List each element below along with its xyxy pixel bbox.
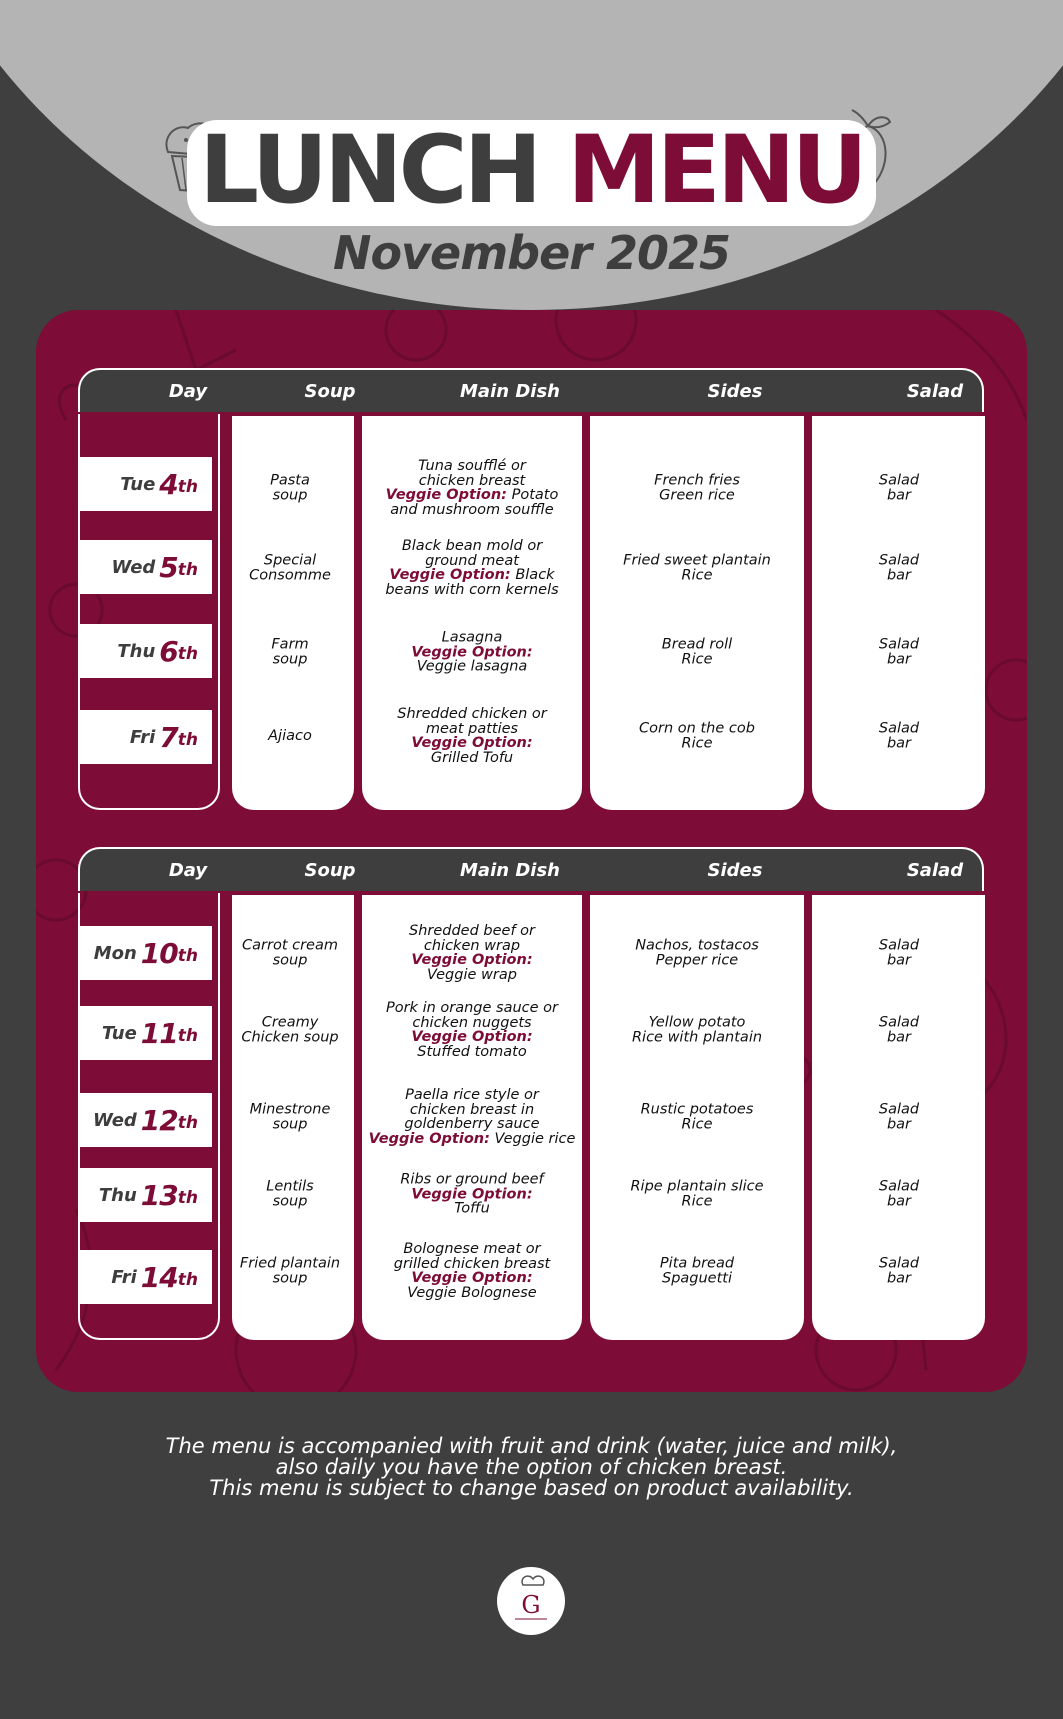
sides-cell-line: Spaguetti [661,1270,733,1286]
sides-cell [660,1257,734,1286]
title [0,116,1063,226]
main-dish-cell [385,539,558,597]
salad-cell-line: bar [886,1029,912,1045]
day-number: 14 [140,1260,178,1294]
salad-cell [879,554,919,583]
day-label [80,926,212,980]
main-dish-line [385,568,558,583]
main-dish-text: chicken breast in [409,1101,535,1118]
main-dish-line [411,630,532,645]
main-dish-line [394,1242,550,1257]
day-name: Thu [98,1184,137,1206]
main-dish-line [369,1088,576,1103]
main-dish-line [409,968,535,983]
main-dish-line [369,1117,576,1132]
sides-cell-line: Fried sweet plantain [623,552,771,569]
day-label [80,1093,212,1147]
main-dish-line [400,1172,543,1187]
salad-cell-line: Salad [878,552,920,569]
column-header: Day [168,381,208,402]
day-suffix: th [177,1188,198,1208]
column-header: Soup [304,381,356,402]
day-label [80,1168,212,1222]
main-dish-text: Veggie wrap [427,966,517,983]
sides-cell-line: Rice [681,1116,713,1132]
sides-cell-line: Rice [681,1193,713,1209]
salad-cell-line: Salad [878,1014,920,1031]
day-number: 10 [140,936,178,970]
main-dish-text: Black [510,567,555,583]
sides-cell-line: Corn on the cob [639,720,755,737]
day-name: Wed [93,1109,137,1131]
soup-cell-line: soup [272,1193,308,1209]
main-dish-line [409,953,535,968]
footer-line: also daily you have the option of chicken breast. [275,1455,788,1479]
day-number: 7 [159,720,178,754]
sides-cell-line: Bread roll [661,636,733,653]
main-dish-text: grilled chicken breast [393,1255,551,1272]
day-number: 12 [140,1103,178,1137]
sides-cell-line: Rice [681,567,713,583]
main-dish-line [385,539,558,554]
sides-cell-line: Rice [681,735,713,751]
main-dish-text: goldenberry sauce [404,1116,540,1132]
main-dish-line [386,1030,558,1045]
main-dish-cell [400,1172,543,1216]
main-dish-line [386,1016,558,1031]
day-label [80,1250,212,1304]
soup-cell [240,1257,340,1286]
soup-cell [241,1016,338,1045]
logo-letter: G [521,1591,541,1619]
sides-cell-line: Ripe plantain slice [630,1178,764,1195]
salad-cell-line: bar [886,735,912,751]
veggie-option-label: Veggie Option: [411,952,533,968]
salad-cell [879,638,919,667]
main-dish-text: chicken nuggets [412,1014,532,1031]
salad-cell-line: bar [886,1270,912,1286]
salad-cell-line: bar [886,1193,912,1209]
main-dish-text: Toffu [454,1200,490,1217]
salad-cell-line: bar [886,567,912,583]
main-dish-text: beans with corn kernels [385,581,559,598]
sides-cell [635,939,759,968]
sides-cell [639,722,755,751]
day-name: Fri [129,726,156,748]
soup-cell-line: Ajiaco [268,727,312,744]
main-dish-text: Veggie lasagna [416,658,528,675]
main-dish-text: ground meat [425,552,519,569]
soup-cell-line: soup [272,651,308,667]
soup-cell-line: Consomme [249,567,331,583]
soup-cell-line: Creamy [261,1014,319,1031]
sides-cell [623,554,771,583]
sides-cell-line: Rice [681,651,713,667]
soup-cell-line: Fried plantain [239,1255,341,1272]
main-dish-text: Potato [506,487,559,503]
soup-cell [271,638,308,667]
veggie-option-label: Veggie Option: [389,567,511,583]
main-dish-line [411,645,532,660]
main-dish-text: Veggie rice [489,1130,576,1147]
veggie-option-label: Veggie Option: [411,1270,533,1286]
day-label [80,710,212,764]
table-header [78,847,984,891]
salad-cell-line: Salad [878,937,920,954]
day-name: Fri [111,1266,137,1288]
salad-cell [879,1257,919,1286]
day-suffix: th [177,1026,198,1046]
column-header: Main Dish [460,860,560,881]
subtitle: November 2025 [332,226,731,280]
salad-cell-line: Salad [878,1255,920,1272]
main-dish-line [411,659,532,674]
sides-cell [654,474,740,503]
soup-cell-line: Minestrone [249,1101,331,1118]
sides-cell-line: Nachos, tostacos [635,937,759,954]
salad-cell [879,722,919,751]
main-dish-text: chicken breast [418,472,526,489]
main-dish-text: Stuffed tomato [417,1043,527,1060]
column-header: Day [168,860,208,881]
main-dish-line [397,707,547,722]
footer-line: This menu is subject to change based on product availability. [209,1476,854,1500]
day-label [80,540,212,594]
table-header [78,368,984,412]
sides-cell [662,638,732,667]
sides-cell-line: Pita bread [659,1255,735,1272]
day-suffix: th [177,946,198,966]
soup-cell-line: soup [272,952,308,968]
main-dish-text: chicken wrap [423,937,521,954]
main-dish-line [386,503,559,518]
salad-cell-line: Salad [878,1101,920,1118]
salad-cell-line: bar [886,651,912,667]
day-suffix: th [177,644,198,664]
day-suffix: th [177,1113,198,1133]
column-header: Main Dish [460,381,560,402]
main-dish-text: Ribs or ground beef [400,1171,544,1188]
main-dish-line [385,583,558,598]
main-dish-line [397,722,547,737]
soup-cell [268,729,312,744]
main-dish-cell [386,1001,558,1059]
main-dish-line [369,1132,576,1147]
day-suffix: th [177,730,198,750]
sides-cell-line: Green rice [659,487,735,503]
main-dish-line [409,939,535,954]
main-dish-line [394,1257,550,1272]
main-dish-line [386,488,559,503]
main-dish-cell [369,1088,576,1146]
main-dish-line [400,1187,543,1202]
footer-line: The menu is accompanied with fruit and drink (water, juice and milk), [165,1434,898,1458]
day-number: 6 [159,634,178,668]
main-dish-line [386,474,559,489]
main-dish-cell [394,1242,550,1300]
sides-cell-line: Pepper rice [655,952,739,968]
salad-cell [879,1103,919,1132]
day-number: 5 [159,550,178,584]
soup-cell-line: soup [272,1116,308,1132]
veggie-option-label: Veggie Option: [411,643,533,660]
day-label [80,457,212,511]
column-header: Salad [906,860,964,881]
column-header: Soup [304,860,356,881]
main-dish-cell [397,707,547,765]
sides-cell-line: Rustic potatoes [640,1101,754,1118]
day-number: 13 [140,1178,178,1212]
soup-cell-line: Lentils [266,1178,314,1195]
day-suffix: th [177,477,198,497]
main-dish-text: Shredded chicken or [397,706,547,722]
day-label [80,624,212,678]
main-dish-text: Lasagna [441,629,503,646]
main-dish-cell [411,630,532,674]
sides-cell-line: French fries [654,472,740,489]
main-dish-text: Tuna soufflé or [418,458,526,474]
veggie-option-label: Veggie Option: [385,487,507,503]
main-dish-line [386,1045,558,1060]
main-dish-text: Shredded beef or [408,923,536,939]
chef-hat-icon [497,1567,565,1635]
soup-cell [266,1180,314,1209]
veggie-option-label: Veggie Option: [411,1185,533,1202]
soup-cell-line: Special [263,552,317,569]
salad-cell-line: Salad [878,636,920,653]
day-label [80,1006,212,1060]
main-dish-line [385,554,558,569]
salad-cell-line: bar [886,487,912,503]
salad-cell [879,474,919,503]
sides-cell [632,1016,762,1045]
main-dish-text: Veggie Bolognese [407,1284,537,1301]
main-dish-line [369,1103,576,1118]
main-dish-text: Grilled Tofu [430,749,514,766]
soup-cell [242,939,338,968]
soup-cell [270,474,310,503]
column-header: Sides [707,381,763,402]
day-name: Tue [101,1022,137,1044]
salad-cell [879,939,919,968]
sides-cell-line: Yellow potato [648,1014,746,1031]
salad-cell-line: bar [886,1116,912,1132]
soup-cell-line: Chicken soup [241,1029,339,1045]
main-dish-text: and mushroom souffle [390,501,554,518]
title-word-lunch: LUNCH [199,116,539,225]
sides-cell [641,1103,754,1132]
main-dish-text: Bolognese meat or [403,1241,541,1257]
column-header: Salad [906,381,964,402]
main-dish-line [386,1001,558,1016]
sides-cell-line: Rice with plantain [631,1029,763,1045]
main-dish-text: Black bean mold or [401,538,543,554]
main-dish-line [400,1201,543,1216]
day-suffix: th [177,560,198,580]
main-dish-line [394,1271,550,1286]
salad-cell-line: Salad [878,720,920,737]
day-name: Mon [93,942,137,964]
main-dish-line [397,751,547,766]
soup-cell [249,554,331,583]
footer-note [0,1436,1063,1499]
main-dish-cell [409,924,535,982]
main-dish-line [386,459,559,474]
day-name: Thu [117,640,156,662]
soup-cell-line: Farm [271,636,309,653]
soup-cell-line: soup [272,1270,308,1286]
soup-cell-line: Carrot cream [242,937,338,954]
salad-cell-line: Salad [878,1178,920,1195]
salad-cell [879,1180,919,1209]
soup-cell-line: Pasta [270,472,310,489]
title-word-menu: MENU [567,116,864,225]
veggie-option-label: Veggie Option: [411,1029,533,1045]
brand-logo [497,1567,565,1635]
main-dish-line [394,1286,550,1301]
salad-cell-line: bar [886,952,912,968]
veggie-option-label: Veggie Option: [368,1130,490,1147]
main-dish-text: Pork in orange sauce or [385,1000,559,1016]
main-dish-text: Paella rice style or [405,1087,539,1103]
salad-cell-line: Salad [878,472,920,489]
veggie-option-label: Veggie Option: [411,735,533,751]
salad-cell [879,1016,919,1045]
column-header: Sides [707,860,763,881]
main-dish-line [409,924,535,939]
soup-cell [250,1103,331,1132]
day-name: Wed [111,556,156,578]
main-dish-cell [386,459,559,517]
day-number: 4 [159,467,178,501]
sides-cell [630,1180,763,1209]
day-suffix: th [177,1270,198,1290]
main-dish-line [397,736,547,751]
day-number: 11 [140,1016,178,1050]
main-dish-text: meat patties [425,720,519,737]
soup-cell-line: soup [272,487,308,503]
day-name: Tue [120,473,156,495]
